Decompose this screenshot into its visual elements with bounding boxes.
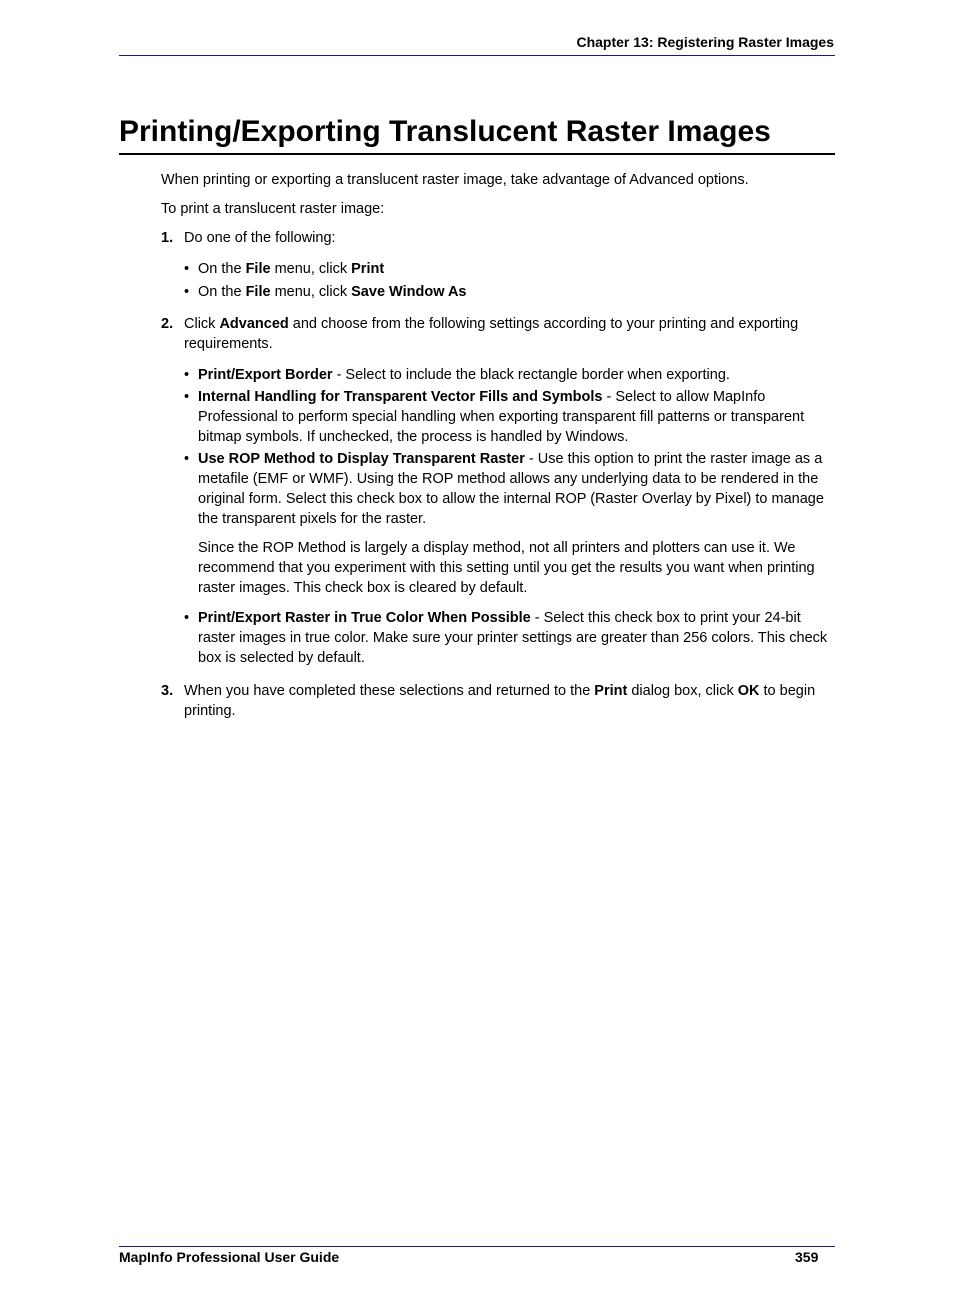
page-title: Printing/Exporting Translucent Raster Images <box>119 115 771 148</box>
step-text: Do one of the following: <box>184 230 336 246</box>
list-item: • On the File menu, click Print <box>184 259 837 279</box>
intro-paragraph: When printing or exporting a translucent raster image, take advantage of Advanced options. <box>161 172 749 188</box>
running-header: Chapter 13: Registering Raster Images <box>576 34 834 50</box>
page-number: 359 <box>795 1249 819 1265</box>
step-text: When you have completed these selections and returned to the Print dialog box, click OK to begin printing. <box>184 683 816 719</box>
bullet-list <box>184 365 837 668</box>
step-number: 2. <box>161 316 174 332</box>
list-item: • Internal Handling for Transparent Vector Fills and Symbols - Select to allow MapInfo Professional to perform special handling when exporting transparent fill patterns or transparent bitmap symbols. If unchecked, the process is handled by Windows. <box>184 387 837 447</box>
step-number: 1. <box>161 230 174 246</box>
title-divider <box>119 153 835 155</box>
header-divider <box>119 55 835 56</box>
list-item: • Print/Export Raster in True Color When Possible - Select this check box to print your 24-bit raster images in true color. Make sure your printer settings are greater than 256 colors. This check box is selected by default. <box>184 608 837 668</box>
bullet-list <box>184 259 837 302</box>
step-2 <box>161 314 837 668</box>
list-item: • On the File menu, click Save Window As <box>184 282 837 302</box>
step-number: 3. <box>161 683 174 699</box>
footer-guide-title: MapInfo Professional User Guide <box>119 1249 340 1265</box>
procedure-lead: To print a translucent raster image: <box>161 201 385 217</box>
list-item: • Print/Export Border - Select to include the black rectangle border when exporting. <box>184 365 837 385</box>
step-3 <box>161 681 837 721</box>
main-content <box>161 170 837 721</box>
step-1 <box>161 228 837 302</box>
note-paragraph: Since the ROP Method is largely a display method, not all printers and plotters can use it. We recommend that you experiment with this setting until you get the results you want when printing raster images. This check box is cleared by default. <box>198 540 815 596</box>
step-text: Click Advanced and choose from the following settings according to your printing and exporting requirements. <box>184 316 799 352</box>
footer-divider <box>119 1246 835 1247</box>
list-item: • Use ROP Method to Display Transparent Raster - Use this option to print the raster image as a metafile (EMF or WMF). Using the ROP method allows any underlying data to be rendered in the original form. Select this check box to allow the internal ROP (Raster Overlay by Pixel) to manage the transparent pixels for the raster. Since the ROP Method is largely a display method, not all printers and plotters can use it. We recommend that you experiment with this setting until you get the results you want when printing raster images. This check box is cleared by default. <box>184 449 837 598</box>
